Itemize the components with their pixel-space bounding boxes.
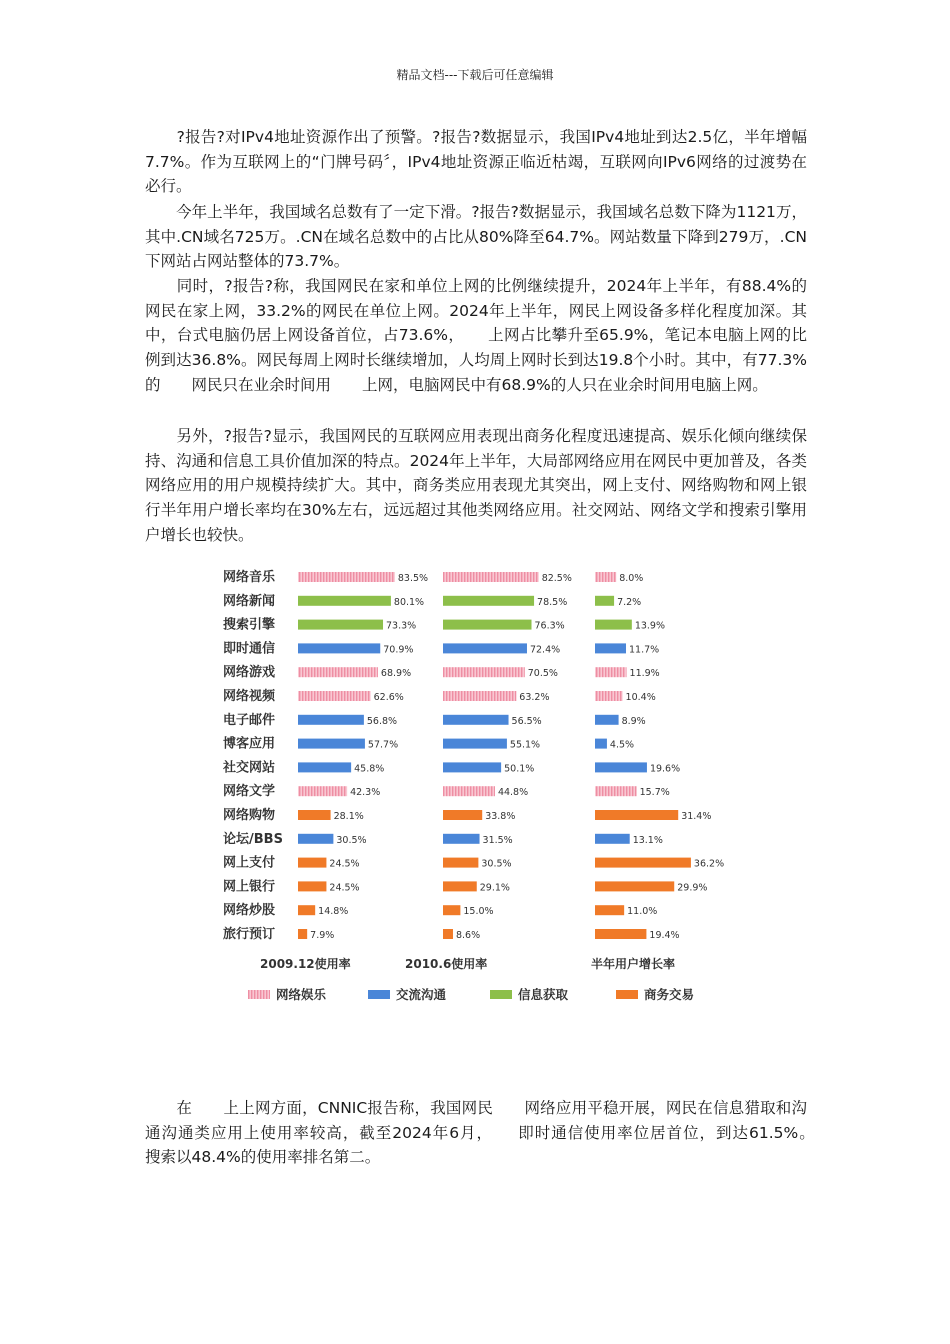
paragraph-applications: 另外，?报告?显示，我国网民的互联网应用表现出商务化程度迅速提高、娱乐化倾向继续保持、沟通和信息工具价值加深的特点。2024年上半年，大局部网络应用在网民中更加普及，各类网络应用的用户规模持续扩大。其中，商务类应用表现尤其突出，网上支付、网络购物和网上银行半年用户增长率均在30%左右，远远超过其他类网络应用。社交网站、网络文学和搜索引擎用户增长也较快。 — [145, 427, 807, 544]
value-label-s2-10: 31.4% — [681, 811, 712, 822]
legend-label-2: 信息获取 — [518, 987, 569, 1002]
bar-s2-0 — [595, 572, 616, 582]
bar-s2-11 — [595, 834, 630, 844]
paragraph-ipv4: ?报告?对IPv4地址资源作出了预警。?报告?数据显示，我国IPv4地址到达2.5亿，半年增幅7.7%。作为互联网上的“门牌号码〞，IPv4地址资源正临近枯竭，互联网向IPv6网络的过渡势在必行。 — [145, 128, 807, 196]
bar-s2-13 — [595, 881, 674, 891]
value-label-s0-13: 24.5% — [329, 882, 360, 894]
category-label-4: 网络游戏 — [223, 665, 276, 681]
bar-s1-4 — [443, 667, 525, 677]
bar-s1-2 — [443, 620, 532, 630]
legend-label-1: 交流沟通 — [396, 987, 447, 1002]
bar-s1-1 — [443, 596, 534, 606]
value-label-s1-5: 63.2% — [519, 692, 550, 703]
bar-s0-7 — [298, 739, 365, 749]
value-label-s0-12: 24.5% — [329, 858, 360, 870]
bar-s0-13 — [298, 881, 326, 891]
category-label-11: 论坛/BBS — [223, 831, 283, 847]
value-label-s0-6: 56.8% — [366, 715, 398, 727]
value-label-s0-7: 57.7% — [367, 739, 399, 751]
value-label-s0-4: 68.9% — [380, 668, 412, 680]
value-label-s1-6: 56.5% — [511, 715, 542, 727]
value-label-s0-11: 30.5% — [336, 834, 367, 846]
value-label-s2-6: 8.9% — [621, 715, 646, 727]
bar-s1-12 — [443, 858, 478, 868]
page-header: 精品文档---下载后可任意编辑 — [396, 68, 554, 82]
category-label-7: 博客应用 — [223, 736, 276, 752]
bar-s2-2 — [595, 620, 632, 630]
bar-s2-8 — [595, 762, 647, 772]
value-label-s0-15: 7.9% — [310, 930, 335, 941]
value-label-s1-11: 31.5% — [482, 834, 513, 846]
category-label-13: 网上银行 — [223, 879, 276, 895]
bar-s1-11 — [443, 834, 480, 844]
value-label-s1-2: 76.3% — [534, 620, 565, 632]
value-label-s2-5: 10.4% — [625, 692, 656, 703]
bar-s0-1 — [298, 596, 391, 606]
value-label-s2-2: 13.9% — [634, 620, 666, 632]
value-label-s0-10: 28.1% — [333, 811, 364, 822]
bar-s2-5 — [595, 691, 623, 701]
value-label-s1-15: 8.6% — [455, 930, 481, 941]
value-label-s1-1: 78.5% — [537, 596, 568, 608]
category-label-0: 网络音乐 — [223, 570, 276, 585]
paragraph-mobile: 在 上上网方面，CNNIC报告称，我国网民 网络应用平稳开展，网民在信息猎取和沟通沟通类应用上使用率较高，截至2024年6月， 即时通信使用率位居首位，到达61.5%。 搜索以48.4%的使用率排名第二。 — [145, 1099, 839, 1167]
bar-s0-0 — [298, 572, 395, 582]
category-label-3: 即时通信 — [223, 641, 276, 657]
bar-s2-4 — [595, 667, 627, 677]
legend-swatch-2 — [490, 990, 512, 999]
category-label-12: 网上支付 — [223, 855, 276, 871]
value-label-s1-8: 50.1% — [504, 763, 535, 775]
bar-s0-15 — [298, 929, 307, 939]
bar-s0-6 — [298, 715, 364, 725]
bar-s0-9 — [298, 786, 347, 796]
value-label-s1-7: 55.1% — [509, 739, 541, 751]
bar-s1-6 — [443, 715, 509, 725]
value-label-s1-14: 15.0% — [463, 906, 494, 918]
paragraph-access: 同时，?报告?称，我国网民在家和单位上网的比例继续提升，2024年上半年，有88.4%的网民在家上网，33.2%的网民在单位上网。2024年上半年，网民上网设备多样化程度加深。其中，台式电脑仍居上网设备首位，占73.6%， 上网占比攀升至65.9%，笔记本电脑上网的比例到达36.8%。网民每周上网时长继续增加，人均周上网时长到达19.8个小时。其中，有77.3%的 网民只在业余时间用 上网，电脑网民中有68.9%的人只在业余时间用电脑上网。 — [145, 277, 807, 394]
bar-s2-7 — [595, 739, 607, 749]
bar-s2-1 — [595, 596, 614, 606]
value-label-s1-3: 72.4% — [529, 644, 561, 656]
usage-chart-svg — [218, 560, 738, 1010]
bar-s2-14 — [595, 905, 624, 915]
bar-s0-14 — [298, 905, 315, 915]
category-label-1: 网络新闻 — [223, 593, 276, 609]
paragraph-domain: 今年上半年，我国域名总数有了一定下滑。?报告?数据显示，我国域名总数下降为1121万，其中.CN域名725万。.CN在域名总数中的占比从80%降至64.7%。网站数量下降到279万，.CN下网站占网站整体的73.7%。 — [145, 203, 807, 271]
series-title-1: 2010.6使用率 — [405, 957, 488, 971]
bar-s2-15 — [595, 929, 646, 939]
bar-s0-4 — [298, 667, 378, 677]
bar-s0-2 — [298, 620, 383, 630]
value-label-s2-7: 4.5% — [609, 739, 635, 751]
bar-s0-8 — [298, 762, 351, 772]
legend-label-3: 商务交易 — [644, 987, 695, 1002]
bar-s0-3 — [298, 643, 380, 653]
value-label-s2-4: 11.9% — [629, 668, 660, 680]
value-label-s0-1: 80.1% — [393, 596, 425, 608]
value-label-s2-13: 29.9% — [677, 882, 708, 894]
bar-s1-9 — [443, 786, 495, 796]
value-label-s0-0: 83.5% — [397, 573, 429, 584]
value-label-s2-1: 7.2% — [617, 596, 642, 608]
bar-s0-11 — [298, 834, 333, 844]
series-title-0: 2009.12使用率 — [260, 957, 351, 971]
value-label-s2-9: 15.7% — [639, 787, 670, 799]
bar-s2-6 — [595, 715, 619, 725]
bar-s2-12 — [595, 858, 691, 868]
legend-label-0: 网络娱乐 — [276, 987, 327, 1002]
category-label-9: 网络文学 — [223, 784, 276, 800]
bar-s0-12 — [298, 858, 326, 868]
bar-s1-5 — [443, 691, 516, 701]
bar-s2-10 — [595, 810, 678, 820]
usage-chart — [218, 560, 738, 1010]
value-label-s2-15: 19.4% — [649, 930, 680, 941]
legend-swatch-0 — [248, 990, 270, 999]
category-label-10: 网络购物 — [223, 808, 276, 823]
bar-s1-13 — [443, 881, 477, 891]
category-label-15: 旅行预订 — [223, 927, 276, 942]
bar-s1-3 — [443, 643, 527, 653]
bar-s1-10 — [443, 810, 482, 820]
bar-s2-3 — [595, 643, 626, 653]
legend-swatch-1 — [368, 990, 390, 999]
bar-s0-10 — [298, 810, 331, 820]
value-label-s1-0: 82.5% — [541, 573, 572, 584]
bar-s1-7 — [443, 739, 507, 749]
value-label-s2-12: 36.2% — [693, 858, 725, 870]
value-label-s2-14: 11.0% — [627, 906, 658, 918]
bar-s2-9 — [595, 786, 637, 796]
value-label-s2-11: 13.1% — [632, 834, 663, 846]
value-label-s0-5: 62.6% — [373, 692, 404, 703]
value-label-s0-3: 70.9% — [383, 644, 414, 656]
value-label-s0-14: 14.8% — [318, 906, 349, 918]
value-label-s0-8: 45.8% — [354, 763, 385, 775]
bar-s1-14 — [443, 905, 460, 915]
category-label-14: 网络炒股 — [223, 903, 276, 919]
category-label-5: 网络视频 — [223, 689, 276, 704]
category-label-8: 社交网站 — [223, 760, 276, 776]
value-label-s0-9: 42.3% — [350, 787, 381, 799]
bar-s0-5 — [298, 691, 371, 701]
value-label-s0-2: 73.3% — [386, 620, 417, 632]
category-label-2: 搜索引擎 — [223, 617, 276, 633]
category-label-6: 电子邮件 — [223, 712, 276, 728]
value-label-s1-9: 44.8% — [497, 787, 529, 799]
value-label-s1-13: 29.1% — [479, 882, 510, 894]
bar-s1-0 — [443, 572, 539, 582]
value-label-s1-10: 33.8% — [485, 811, 516, 822]
bar-s1-8 — [443, 762, 501, 772]
value-label-s2-3: 11.7% — [629, 644, 660, 656]
value-label-s1-4: 70.5% — [527, 668, 558, 680]
legend-swatch-3 — [616, 990, 638, 999]
value-label-s2-8: 19.6% — [649, 763, 681, 775]
bar-s1-15 — [443, 929, 453, 939]
value-label-s2-0: 8.0% — [619, 573, 644, 584]
series-title-2: 半年用户增长率 — [591, 957, 676, 971]
value-label-s1-12: 30.5% — [481, 858, 512, 870]
